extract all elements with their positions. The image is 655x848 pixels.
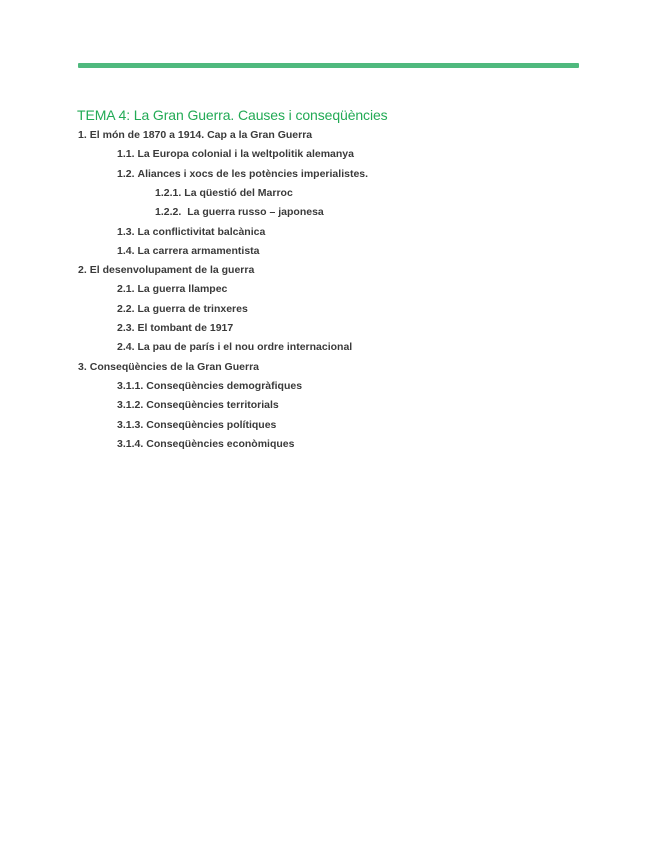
toc-entry-text: La guerra de trinxeres [137,302,248,315]
toc-entry-text: El tombant de 1917 [137,322,234,334]
toc-entry [117,416,276,435]
toc-entry-text: El món de 1870 a 1914. Cap a la Gran Guerra [89,129,313,141]
toc-entry-text: La guerra llampec [137,283,228,296]
toc-entry-number: 1.2.1. [155,186,182,199]
toc-entry-text: La conflictivitat balcànica [137,225,266,238]
toc-entry-text: La carrera armamentista [137,244,260,257]
toc-entry-number: 2.3. [117,322,135,334]
toc-entry [155,184,293,203]
toc-entry-text: La pau de parís i el nou ordre internacional [137,341,353,354]
toc-entry [117,242,260,261]
toc-entry-number: 3.1.3. [117,418,144,431]
toc-entry-text: El desenvolupament de la guerra [89,264,255,277]
toc-entry [117,338,352,357]
toc-entry-number: 1.3. [117,225,135,238]
document-title: TEMA 4: La Gran Guerra. Causes i conseqüències [77,107,388,123]
toc-entry-number: 1.4. [117,244,135,257]
toc-entry [117,396,279,415]
toc-entry [155,203,324,222]
toc-entry-number: 2.1. [117,283,135,296]
toc-entry-number: 2. [78,264,87,277]
toc-entry-number: 3. [78,360,87,373]
toc-entry-text: Conseqüències de la Gran Guerra [89,360,259,373]
toc-entry-text: Conseqüències polítiques [146,418,277,431]
toc-entry [117,435,295,454]
toc-entry-text: Conseqüències econòmiques [146,437,295,450]
toc-entry-number: 2.2. [117,302,135,315]
toc-entry [117,300,248,319]
toc-entry-number: 1.2.2. [155,206,182,219]
toc-entry [117,165,368,184]
toc-entry [117,280,227,299]
toc-entry-number: 1.1. [117,148,135,161]
toc-entry-text: Conseqüències demogràfiques [146,379,303,392]
toc-entry-text: Aliances i xocs de les potències imperialistes. [137,167,369,180]
toc-entry-number: 2.4. [117,341,135,354]
toc-entry-number: 3.1.4. [117,437,144,450]
toc-entry [78,358,259,377]
header-rule [78,63,579,68]
toc-entry [117,223,265,242]
toc-entry-number: 3.1.2. [117,399,144,412]
toc-entry [117,319,233,338]
toc-entry [117,377,302,396]
toc-entry-number: 3.1.1. [117,379,144,392]
toc-entry [78,261,254,280]
toc-entry-number: 1. [78,129,87,141]
toc-entry-number: 1.2. [117,167,135,180]
toc-entry-text: La guerra russo – japonesa [184,206,324,219]
toc-entry [117,145,354,164]
toc-entry-text: La Europa colonial i la weltpolitik alemanya [137,148,354,161]
toc-entry-text: La qüestió del Marroc [184,186,293,199]
toc-entry [78,126,312,145]
toc-entry-text: Conseqüències territorials [146,399,279,412]
